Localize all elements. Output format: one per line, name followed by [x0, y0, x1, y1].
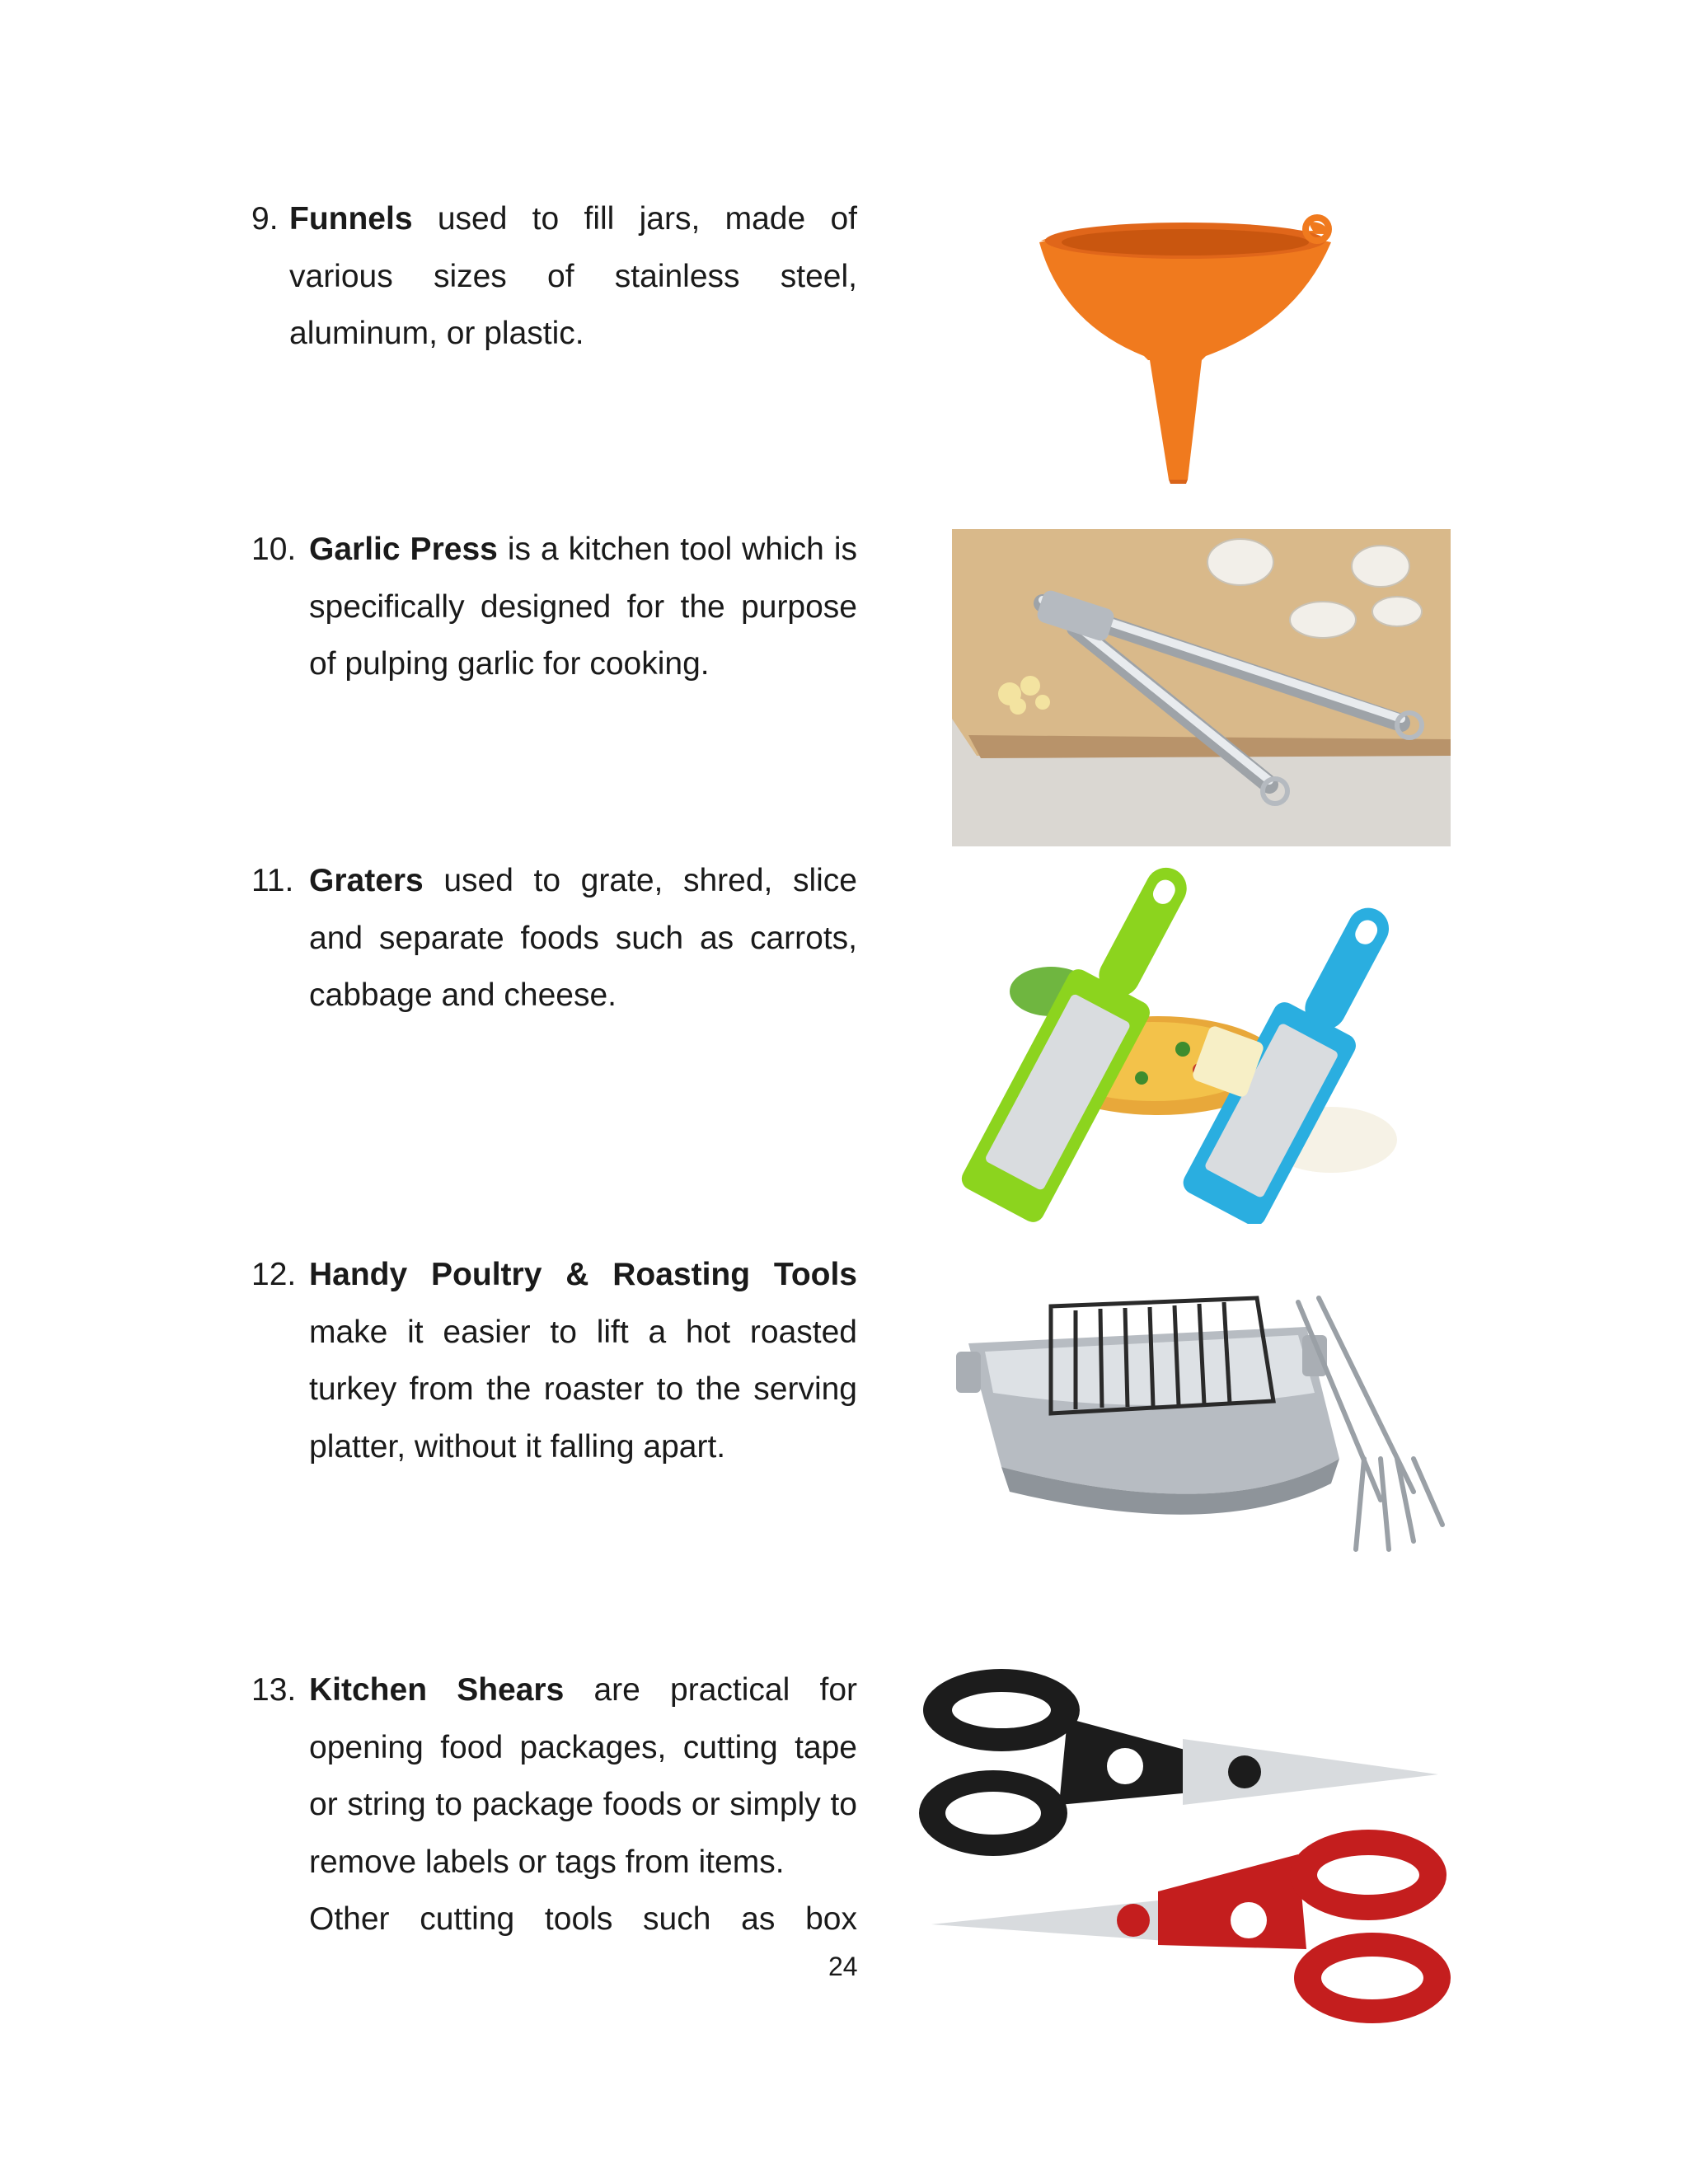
page-number: 24 [828, 1952, 858, 1981]
item-description: are practical for opening food packages, cutting tape or string to package foods or simply to remove labels or tags from items. [309, 1672, 857, 1880]
kitchen-shears-icon [919, 1661, 1452, 2033]
kitchen-shears-image [919, 1661, 1452, 2033]
item-text [251, 521, 857, 693]
item-term: Kitchen Shears [309, 1672, 565, 1708]
list-item-funnels [251, 190, 857, 363]
item-text [251, 1661, 857, 1891]
garlic-press-icon [952, 529, 1451, 846]
item-description-continued: Other cutting tools such as box [309, 1901, 857, 1937]
item-term: Garlic Press [309, 532, 498, 567]
item-text [251, 1246, 857, 1475]
item-number: 9. [251, 201, 279, 237]
roasting-pan-icon [952, 1253, 1453, 1576]
item-number: 10. [251, 532, 297, 567]
item-number: 12. [251, 1257, 297, 1292]
grater-icon [944, 860, 1434, 1224]
item-description: is a kitchen tool which is specifically designed for the purpose of pulping garlic for cooking. [309, 532, 857, 682]
list-item-poultry-tools [251, 1246, 857, 1475]
item-term: Funnels [289, 201, 413, 237]
item-description: used to fill jars, made of various sizes of stainless steel, aluminum, or plastic. [289, 201, 857, 351]
item-number: 11. [251, 863, 294, 898]
list-item-kitchen-shears [251, 1661, 857, 1948]
list-item-graters [251, 852, 857, 1024]
item-description: make it easier to lift a hot roasted turkey from the roaster to the serving platter, without it falling apart. [309, 1314, 857, 1465]
item-description: used to grate, shred, slice and separate foods such as carrots, cabbage and cheese. [309, 863, 857, 1013]
item-text [251, 190, 857, 363]
item-term: Handy Poultry & Roasting Tools [309, 1257, 857, 1292]
garlic-press-image [952, 529, 1451, 846]
list-item-garlic-press [251, 521, 857, 693]
graters-image [944, 860, 1434, 1224]
funnel-icon [1000, 199, 1375, 496]
funnel-image [1000, 199, 1375, 496]
item-text [251, 852, 857, 1024]
item-term: Graters [309, 863, 424, 898]
item-number: 13. [251, 1672, 297, 1708]
roasting-tools-image [952, 1253, 1453, 1576]
